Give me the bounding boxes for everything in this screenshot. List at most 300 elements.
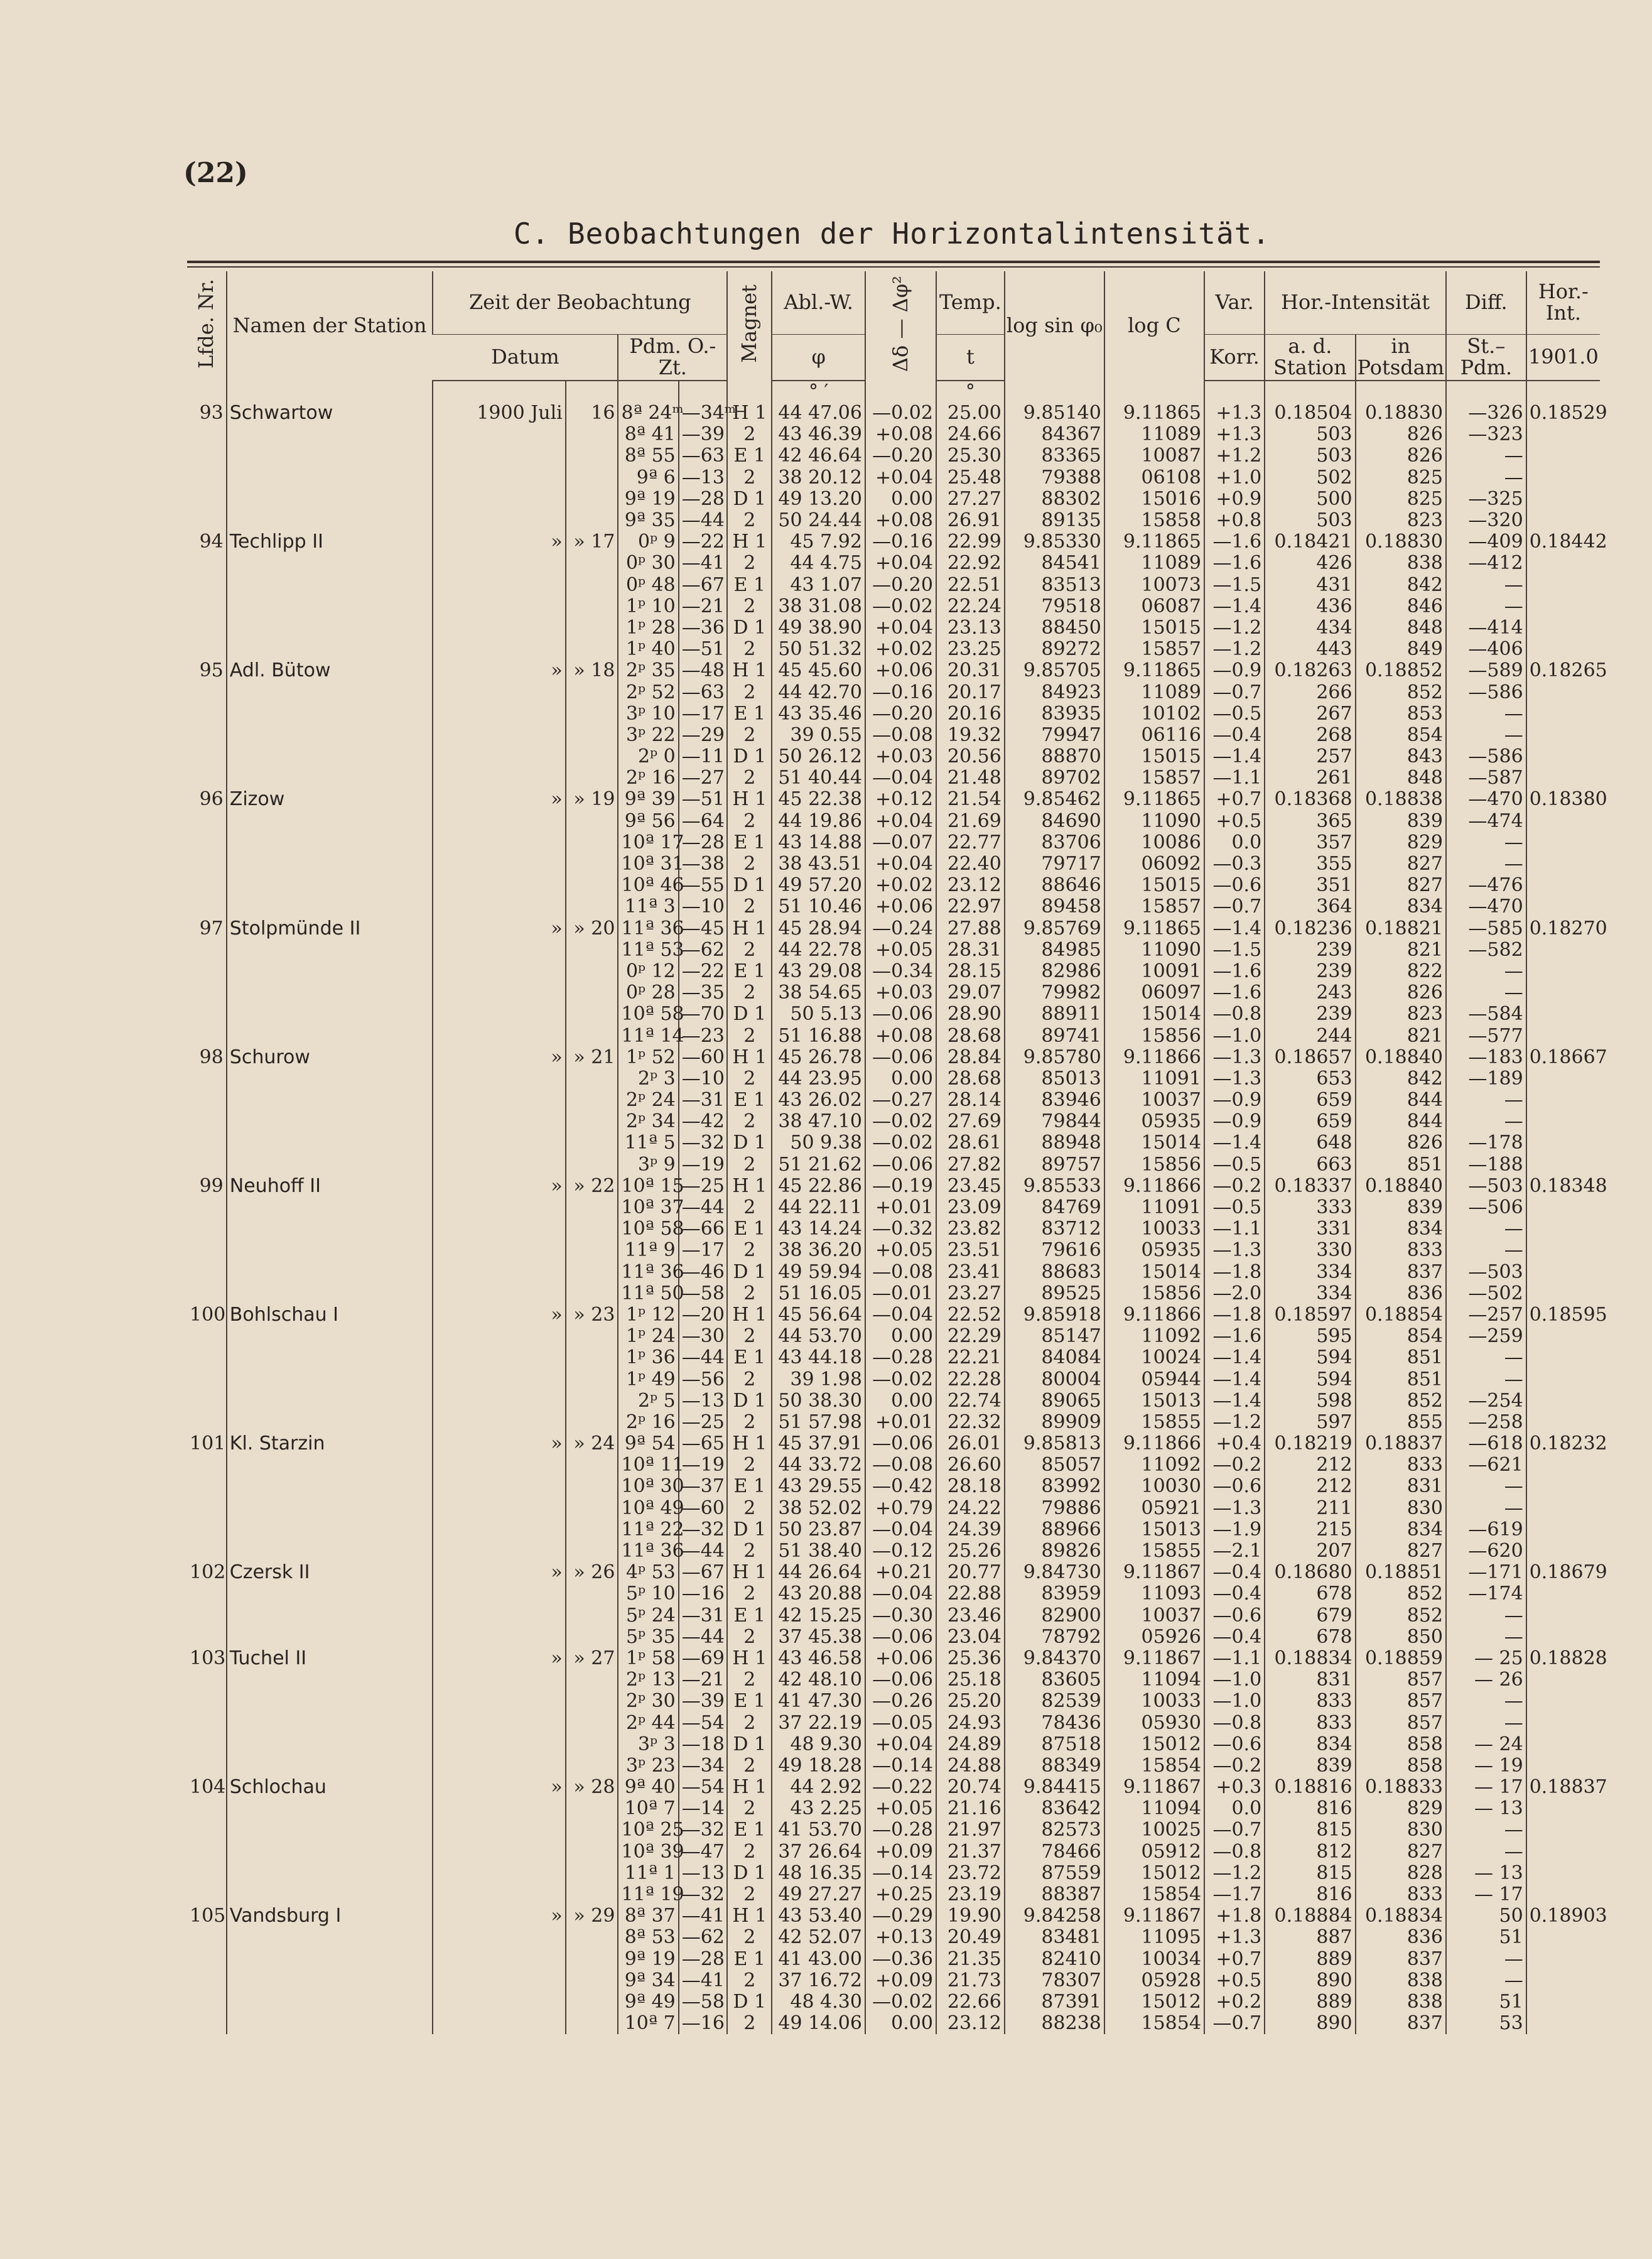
cell-day — [566, 767, 618, 789]
cell-temp: 28.31 — [936, 940, 1005, 961]
header-pdm: Pdm. O.-Zt. — [618, 334, 727, 381]
cell-logc: 15857 — [1104, 896, 1204, 918]
cell-var: —0.7 — [1204, 1819, 1265, 1841]
cell-logsin: 88387 — [1005, 1884, 1104, 1905]
cell-magnet: H 1 — [727, 1433, 772, 1455]
cell-logc: 05928 — [1104, 1970, 1204, 1991]
cell-magnet: 2 — [727, 1025, 772, 1046]
cell-day — [566, 1240, 618, 1261]
cell-var: —1.5 — [1204, 940, 1265, 961]
table-row — [187, 639, 1600, 660]
cell-logsin: 79886 — [1005, 1498, 1104, 1519]
cell-ozt: —36 — [679, 617, 727, 639]
cell-lfd-nr: 103 — [190, 1647, 226, 1669]
cell-abl: 38 31.08 — [772, 596, 865, 617]
cell-diff: —414 — [1446, 617, 1526, 639]
cell-hor-potsdam: 837 — [1356, 1262, 1446, 1283]
cell-horint-1901 — [1526, 896, 1600, 918]
cell-delta: +0.03 — [865, 982, 936, 1004]
cell-temp: 23.41 — [936, 1262, 1005, 1283]
cell-magnet: 2 — [727, 639, 772, 660]
cell-lfd-nr — [187, 445, 227, 467]
cell-temp: 21.69 — [936, 811, 1005, 832]
cell-hor-station: 0.18219 — [1265, 1433, 1355, 1455]
cell-var: —0.4 — [1204, 1583, 1265, 1605]
cell-hor-station: 215 — [1265, 1519, 1355, 1541]
cell-pdm: 1ᵖ 12 — [618, 1304, 678, 1326]
page-number: (22) — [183, 157, 248, 189]
cell-delta: —0.14 — [865, 1863, 936, 1884]
cell-station: Vandsburg I — [227, 1905, 433, 1927]
cell-lfd-nr: 105 — [190, 1905, 226, 1927]
cell-datum — [433, 1970, 565, 1991]
cell-magnet: 2 — [727, 1455, 772, 1476]
cell-abl: 45 37.91 — [772, 1433, 865, 1455]
cell-var: —0.4 — [1204, 725, 1265, 746]
cell-datum — [433, 1991, 565, 2013]
cell-lfd-nr — [187, 1090, 227, 1111]
cell-day — [566, 2013, 618, 2034]
table-row — [187, 918, 1600, 940]
cell-logsin: 89458 — [1005, 896, 1104, 918]
cell-logsin: 79616 — [1005, 1240, 1104, 1261]
cell-delta: +0.09 — [865, 1970, 936, 1991]
cell-magnet: 2 — [727, 1798, 772, 1819]
cell-abl: 50 9.38 — [772, 1132, 865, 1154]
cell-var: —1.2 — [1204, 1412, 1265, 1433]
cell-horint-1901 — [1526, 767, 1600, 789]
cell-temp: 27.27 — [936, 489, 1005, 510]
cell-day — [566, 489, 618, 510]
cell-var: 0.0 — [1204, 832, 1265, 853]
cell-hor-potsdam: 827 — [1356, 853, 1446, 875]
cell-magnet: 2 — [727, 1970, 772, 1991]
cell-lfd-nr — [187, 1390, 227, 1412]
cell-lfd-nr — [187, 489, 227, 510]
cell-hor-potsdam: 838 — [1356, 553, 1446, 574]
cell-ozt: —51 — [679, 789, 727, 810]
cell-hor-station: 598 — [1265, 1390, 1355, 1412]
cell-lfd-nr — [187, 1197, 227, 1218]
cell-station — [227, 1090, 433, 1111]
cell-diff: — 17 — [1446, 1777, 1526, 1798]
cell-pdm: 5ᵖ 35 — [618, 1627, 678, 1648]
cell-day — [566, 1541, 618, 1562]
cell-lfd-nr: 102 — [190, 1561, 226, 1584]
cell-horint-1901 — [1526, 1111, 1600, 1132]
cell-var: —0.7 — [1204, 2013, 1265, 2034]
cell-var: —0.9 — [1204, 1090, 1265, 1111]
cell-hor-potsdam: 0.18854 — [1356, 1304, 1446, 1326]
page-title — [0, 217, 1652, 251]
cell-logsin: 9.84730 — [1005, 1562, 1104, 1583]
cell-hor-potsdam: 851 — [1356, 1154, 1446, 1176]
cell-pdm: 10ª 15 — [618, 1176, 678, 1197]
cell-logc: 15854 — [1104, 1755, 1204, 1777]
cell-ozt: —22 — [679, 531, 727, 553]
cell-station — [227, 1519, 433, 1541]
table-row — [187, 1368, 1600, 1390]
cell-abl: 50 51.32 — [772, 639, 865, 660]
cell-hor-station: 436 — [1265, 596, 1355, 617]
cell-logsin: 88450 — [1005, 617, 1104, 639]
cell-magnet: H 1 — [727, 1562, 772, 1583]
cell-lfd-nr — [187, 1498, 227, 1519]
cell-diff: — — [1446, 961, 1526, 982]
cell-magnet: 2 — [727, 1541, 772, 1562]
cell-station: Schwartow — [227, 403, 433, 424]
cell-magnet: 2 — [727, 725, 772, 746]
cell-pdm: 9ª 49 — [618, 1991, 678, 2013]
cell-day — [566, 1712, 618, 1733]
cell-lfd-nr — [187, 1368, 227, 1390]
cell-hor-station: 357 — [1265, 832, 1355, 853]
cell-magnet: 2 — [727, 596, 772, 617]
cell-magnet: H 1 — [727, 403, 772, 424]
cell-hor-station: 653 — [1265, 1068, 1355, 1090]
cell-horint-1901 — [1526, 424, 1600, 445]
cell-delta: +0.04 — [865, 553, 936, 574]
cell-hor-potsdam: 0.18830 — [1356, 403, 1446, 424]
cell-lfd-nr — [187, 1519, 227, 1541]
cell-horint-1901: 0.18667 — [1526, 1047, 1600, 1068]
cell-day — [566, 467, 618, 489]
cell-abl: 44 26.64 — [772, 1562, 865, 1583]
cell-delta: —0.06 — [865, 1669, 936, 1691]
cell-abl: 43 46.39 — [772, 424, 865, 445]
cell-temp: 21.54 — [936, 789, 1005, 810]
cell-hor-station: 331 — [1265, 1218, 1355, 1240]
cell-day — [566, 1949, 618, 1970]
cell-horint-1901: 0.18270 — [1526, 918, 1600, 940]
cell-horint-1901 — [1526, 1476, 1600, 1497]
cell-lfd-nr: 93 — [199, 402, 224, 425]
cell-datum — [433, 445, 565, 467]
cell-delta: +0.79 — [865, 1498, 936, 1519]
cell-day — [566, 746, 618, 767]
cell-magnet: 2 — [727, 681, 772, 703]
cell-logsin: 9.84258 — [1005, 1905, 1104, 1927]
cell-diff: —587 — [1446, 767, 1526, 789]
cell-magnet: D 1 — [727, 1519, 772, 1541]
header-abl-sym: φ — [772, 334, 865, 381]
cell-station — [227, 1111, 433, 1132]
cell-diff: —584 — [1446, 1004, 1526, 1025]
cell-ozt: —25 — [679, 1412, 727, 1433]
cell-logc: 05930 — [1104, 1712, 1204, 1733]
table-row — [187, 832, 1600, 853]
cell-magnet: 2 — [727, 1240, 772, 1261]
cell-abl: 45 28.94 — [772, 918, 865, 940]
cell-pdm: 2ᵖ 16 — [618, 767, 678, 789]
cell-pdm: 1ᵖ 10 — [618, 596, 678, 617]
cell-abl: 45 22.86 — [772, 1176, 865, 1197]
cell-datum — [433, 1798, 565, 1819]
cell-magnet: E 1 — [727, 1090, 772, 1111]
cell-hor-station: 595 — [1265, 1326, 1355, 1347]
cell-day — [566, 1734, 618, 1755]
cell-datum — [433, 1712, 565, 1733]
cell-logsin: 83513 — [1005, 575, 1104, 596]
cell-hor-potsdam: 857 — [1356, 1669, 1446, 1691]
cell-horint-1901 — [1526, 1841, 1600, 1863]
cell-delta: —0.20 — [865, 703, 936, 725]
table-row — [187, 940, 1600, 961]
cell-var: —1.2 — [1204, 1863, 1265, 1884]
cell-station — [227, 1627, 433, 1648]
cell-datum — [433, 1132, 565, 1154]
cell-station — [227, 982, 433, 1004]
cell-datum — [433, 1154, 565, 1176]
cell-hor-station: 834 — [1265, 1734, 1355, 1755]
cell-var: —0.5 — [1204, 703, 1265, 725]
cell-lfd-nr — [187, 1583, 227, 1605]
cell-abl: 50 24.44 — [772, 510, 865, 531]
cell-hor-potsdam: 0.18840 — [1356, 1047, 1446, 1068]
cell-temp: 23.12 — [936, 875, 1005, 896]
cell-datum: » — [433, 531, 565, 553]
cell-horint-1901 — [1526, 467, 1600, 489]
cell-pdm: 10ª 25 — [618, 1819, 678, 1841]
cell-datum — [433, 1583, 565, 1605]
cell-day: » 26 — [566, 1562, 618, 1583]
cell-logsin: 78307 — [1005, 1970, 1104, 1991]
cell-lfd-nr — [187, 1154, 227, 1176]
cell-abl: 43 2.25 — [772, 1798, 865, 1819]
cell-horint-1901: 0.18837 — [1526, 1777, 1600, 1798]
cell-pdm: 10ª 7 — [618, 1798, 678, 1819]
cell-var: —1.3 — [1204, 1047, 1265, 1068]
cell-horint-1901 — [1526, 1455, 1600, 1476]
table-row — [187, 1304, 1600, 1326]
cell-diff: —320 — [1446, 510, 1526, 531]
cell-hor-station: 815 — [1265, 1863, 1355, 1884]
cell-logsin: 82573 — [1005, 1819, 1104, 1841]
cell-var: —0.5 — [1204, 1197, 1265, 1218]
cell-temp: 24.39 — [936, 1519, 1005, 1541]
cell-logsin: 89909 — [1005, 1412, 1104, 1433]
cell-logsin: 9.85769 — [1005, 918, 1104, 940]
cell-lfd-nr — [187, 1841, 227, 1863]
cell-station — [227, 639, 433, 660]
cell-station — [227, 1970, 433, 1991]
cell-logc: 10034 — [1104, 1949, 1204, 1970]
header-logc: log C — [1104, 271, 1204, 381]
cell-station: Bohlschau I — [227, 1304, 433, 1326]
cell-temp: 23.04 — [936, 1627, 1005, 1648]
cell-logsin: 89741 — [1005, 1025, 1104, 1046]
cell-ozt: —54 — [679, 1712, 727, 1733]
cell-hor-potsdam: 825 — [1356, 467, 1446, 489]
cell-var: —1.4 — [1204, 1347, 1265, 1368]
cell-diff: — 24 — [1446, 1734, 1526, 1755]
cell-datum: » — [433, 1648, 565, 1669]
cell-lfd-nr — [187, 575, 227, 596]
cell-delta: —0.02 — [865, 1368, 936, 1390]
cell-magnet: 2 — [727, 1884, 772, 1905]
cell-lfd-nr: 95 — [199, 659, 224, 682]
cell-ozt: —30 — [679, 1326, 727, 1347]
cell-lfd-nr — [187, 1132, 227, 1154]
cell-abl: 49 27.27 — [772, 1884, 865, 1905]
cell-lfd-nr: 96 — [199, 788, 224, 811]
cell-datum — [433, 1755, 565, 1777]
cell-logc: 9.11866 — [1104, 1304, 1204, 1326]
cell-magnet: 2 — [727, 1627, 772, 1648]
cell-hor-potsdam: 851 — [1356, 1347, 1446, 1368]
cell-delta: +0.05 — [865, 1240, 936, 1261]
table-row — [187, 811, 1600, 832]
cell-horint-1901 — [1526, 1519, 1600, 1541]
cell-var: +1.3 — [1204, 1927, 1265, 1948]
cell-ozt: —63 — [679, 445, 727, 467]
cell-logc: 9.11865 — [1104, 789, 1204, 810]
cell-logsin: 9.85813 — [1005, 1433, 1104, 1455]
cell-temp: 20.31 — [936, 660, 1005, 681]
cell-logc: 9.11866 — [1104, 1433, 1204, 1455]
cell-delta: —0.04 — [865, 767, 936, 789]
header-horint1901: Hor.-Int. — [1526, 271, 1600, 334]
cell-ozt: —66 — [679, 1218, 727, 1240]
cell-logsin: 79982 — [1005, 982, 1104, 1004]
cell-hor-potsdam: 0.18859 — [1356, 1648, 1446, 1669]
cell-ozt: —39 — [679, 1691, 727, 1712]
cell-station: Stolpmünde II — [227, 918, 433, 940]
cell-hor-potsdam: 823 — [1356, 510, 1446, 531]
cell-magnet: D 1 — [727, 1390, 772, 1412]
cell-logsin: 88238 — [1005, 2013, 1104, 2034]
cell-ozt: —17 — [679, 1240, 727, 1261]
cell-magnet: E 1 — [727, 575, 772, 596]
cell-station — [227, 875, 433, 896]
top-rule-thin — [187, 266, 1600, 268]
cell-logsin: 88349 — [1005, 1755, 1104, 1777]
cell-diff: —257 — [1446, 1304, 1526, 1326]
cell-datum — [433, 853, 565, 875]
cell-diff: — — [1446, 1111, 1526, 1132]
cell-ozt: —31 — [679, 1605, 727, 1627]
cell-lfd-nr — [187, 940, 227, 961]
cell-logc: 15854 — [1104, 1884, 1204, 1905]
cell-diff: 51 — [1446, 1927, 1526, 1948]
cell-logsin: 83706 — [1005, 832, 1104, 853]
cell-abl: 38 20.12 — [772, 467, 865, 489]
cell-horint-1901 — [1526, 639, 1600, 660]
cell-station: Neuhoff II — [227, 1176, 433, 1197]
cell-var: —1.2 — [1204, 617, 1265, 639]
unit-temp: ° — [936, 381, 1005, 403]
cell-magnet: 2 — [727, 1583, 772, 1605]
cell-diff: —254 — [1446, 1390, 1526, 1412]
cell-var: —0.5 — [1204, 1154, 1265, 1176]
cell-ozt: —44 — [679, 510, 727, 531]
cell-station — [227, 1476, 433, 1497]
cell-pdm: 2ᵖ 34 — [618, 1111, 678, 1132]
cell-pdm: 8ª 53 — [618, 1927, 678, 1948]
cell-hor-station: 500 — [1265, 489, 1355, 510]
cell-hor-station: 0.18337 — [1265, 1176, 1355, 1197]
cell-pdm: 2ᵖ 35 — [618, 660, 678, 681]
table-row — [187, 1111, 1600, 1132]
cell-temp: 23.09 — [936, 1197, 1005, 1218]
cell-logc: 11089 — [1104, 553, 1204, 574]
cell-delta: +0.02 — [865, 639, 936, 660]
cell-pdm: 1ᵖ 36 — [618, 1347, 678, 1368]
cell-logsin: 80004 — [1005, 1368, 1104, 1390]
cell-hor-station: 431 — [1265, 575, 1355, 596]
cell-day — [566, 1326, 618, 1347]
cell-horint-1901 — [1526, 510, 1600, 531]
cell-var: —1.6 — [1204, 961, 1265, 982]
cell-temp: 25.20 — [936, 1691, 1005, 1712]
cell-abl: 44 42.70 — [772, 681, 865, 703]
cell-day — [566, 1970, 618, 1991]
cell-hor-potsdam: 836 — [1356, 1927, 1446, 1948]
cell-diff: —326 — [1446, 403, 1526, 424]
cell-abl: 49 18.28 — [772, 1755, 865, 1777]
cell-day: » 29 — [566, 1905, 618, 1927]
cell-ozt: —11 — [679, 746, 727, 767]
cell-delta: +0.02 — [865, 875, 936, 896]
cell-logc: 10024 — [1104, 1347, 1204, 1368]
cell-ozt: —62 — [679, 1927, 727, 1948]
cell-delta: —0.24 — [865, 918, 936, 940]
cell-logc: 11094 — [1104, 1798, 1204, 1819]
cell-abl: 37 26.64 — [772, 1841, 865, 1863]
cell-var: —1.2 — [1204, 639, 1265, 660]
cell-pdm: 3ᵖ 10 — [618, 703, 678, 725]
cell-temp: 28.68 — [936, 1025, 1005, 1046]
cell-logc: 15015 — [1104, 617, 1204, 639]
cell-day — [566, 1691, 618, 1712]
cell-lfd-nr — [187, 1218, 227, 1240]
cell-var: —0.8 — [1204, 1004, 1265, 1025]
cell-lfd-nr — [187, 553, 227, 574]
cell-hor-potsdam: 855 — [1356, 1412, 1446, 1433]
cell-abl: 48 4.30 — [772, 1991, 865, 2013]
cell-hor-station: 597 — [1265, 1412, 1355, 1433]
cell-pdm: 10ª 39 — [618, 1841, 678, 1863]
cell-diff: — 13 — [1446, 1863, 1526, 1884]
table-row — [187, 1605, 1600, 1627]
cell-station: Schlochau — [227, 1777, 433, 1798]
cell-station — [227, 853, 433, 875]
cell-pdm: 9ª 54 — [618, 1433, 678, 1455]
cell-horint-1901: 0.18380 — [1526, 789, 1600, 810]
cell-ozt: —60 — [679, 1498, 727, 1519]
cell-station: Tuchel II — [227, 1648, 433, 1669]
cell-logc: 06116 — [1104, 725, 1204, 746]
cell-abl: 51 16.88 — [772, 1025, 865, 1046]
cell-station — [227, 1154, 433, 1176]
cell-var: —0.2 — [1204, 1755, 1265, 1777]
cell-abl: 49 13.20 — [772, 489, 865, 510]
cell-lfd-nr — [187, 1627, 227, 1648]
cell-pdm: 11ª 36 — [618, 918, 678, 940]
cell-pdm: 9ª 56 — [618, 811, 678, 832]
cell-var: —1.1 — [1204, 767, 1265, 789]
cell-logsin: 84367 — [1005, 424, 1104, 445]
cell-abl: 44 33.72 — [772, 1455, 865, 1476]
cell-diff: —183 — [1446, 1047, 1526, 1068]
cell-station — [227, 1025, 433, 1046]
cell-datum — [433, 1390, 565, 1412]
cell-day — [566, 832, 618, 853]
cell-lfd-nr — [187, 725, 227, 746]
cell-hor-potsdam: 849 — [1356, 639, 1446, 660]
cell-temp: 22.32 — [936, 1412, 1005, 1433]
cell-lfd-nr: 101 — [190, 1433, 226, 1455]
